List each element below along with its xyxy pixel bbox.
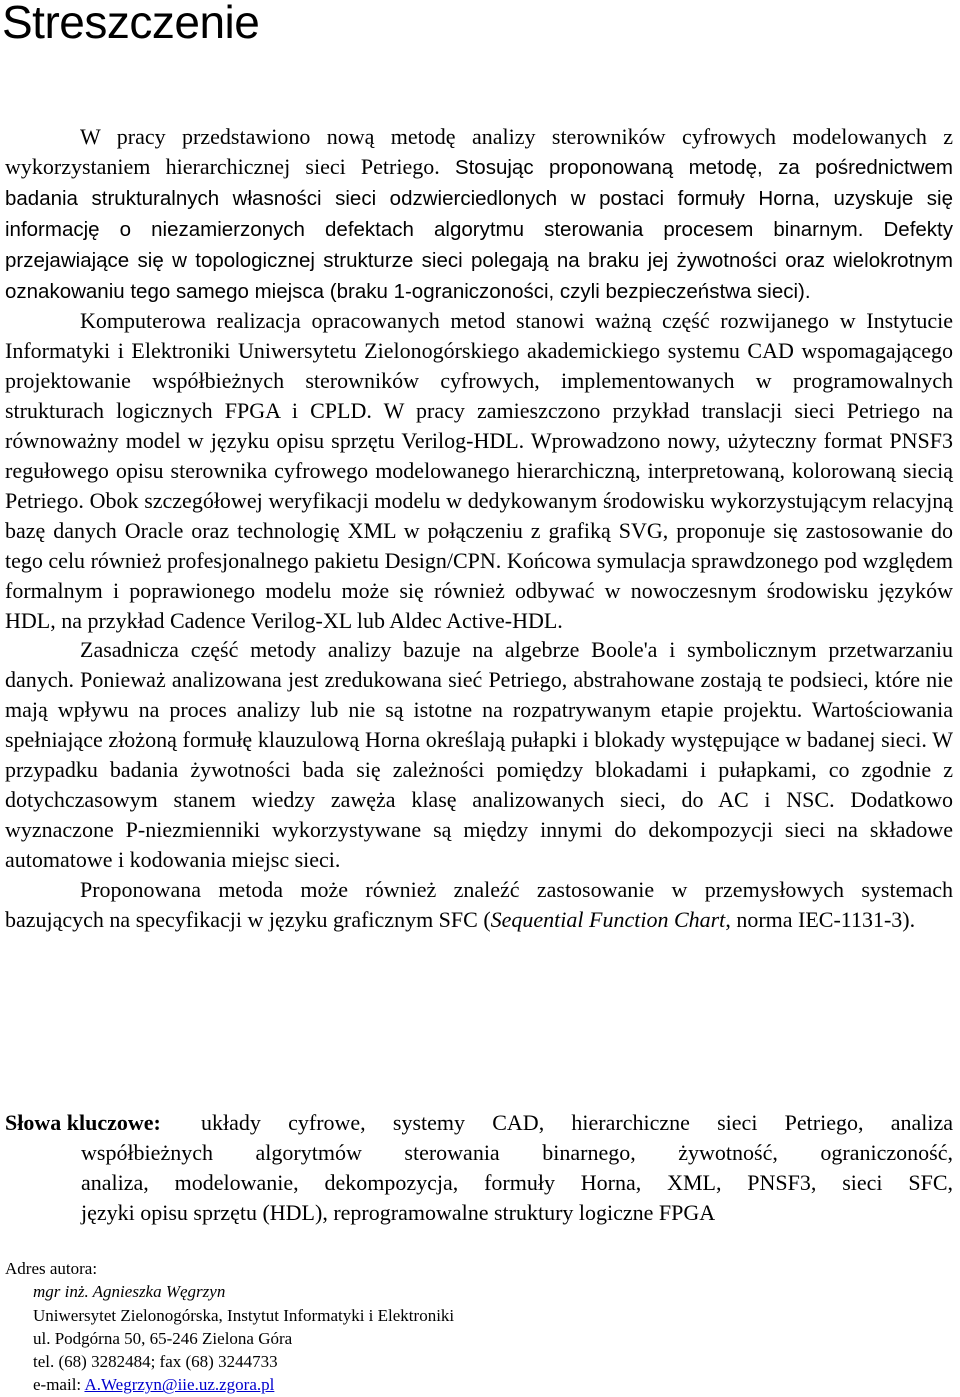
email-label: e-mail: — [33, 1375, 85, 1395]
paragraph-4-italic: Sequential Function Chart — [490, 906, 726, 932]
author-address — [5, 1257, 454, 1397]
author-name-text: mgr inż. Agnieszka Węgrzyn — [33, 1282, 226, 1302]
page-title: Streszczenie — [2, 0, 260, 48]
keywords-section — [5, 1108, 953, 1228]
keywords-line-4: języki opisu sprzętu (HDL), reprogramowalne struktury logiczne FPGA — [81, 1200, 716, 1225]
paragraph-4-pre: Proponowana metoda może również znaleźć zastosowanie w przemysłowych systemach bazujących na specyfikacji w języku graficznym SFC ( — [5, 876, 953, 932]
keywords-line-1: układy cyfrowe, systemy CAD, hierarchiczne sieci Petriego, analiza — [201, 1110, 953, 1135]
paragraph-2: Komputerowa realizacja opracowanych metod stanowi ważną część rozwijanego w Instytucie Informatyki i Elektroniki Uniwersytetu Zielonogórskiego akademickiego systemu CAD wspomagającego projektowanie współbieżnych sterowników cyfrowych, implementowanych w programowalnych strukturach logicznych FPGA i CPLD. W pracy zamieszczono przykład translacji sieci Petriego na równoważny model w języku opisu sprzętu Verilog-HDL. Wprowadzono nowy, użyteczny format PNSF3 regułowego opisu sterownika cyfrowego modelowanego hierarchiczną, interpretowaną, kolorowaną siecią Petriego. Obok szczegółowej weryfikacji modelu w dedykowanym środowisku wykorzystującym relacyjną bazę danych Oracle oraz technologię XML w połączeniu z grafiką SVG, proponuje się zastosowanie do tego celu również profesjonalnego pakietu Design/CPN. Końcowa symulacja sprawdzonego pod względem formalnym i poprawionego modelu może się również odbywać w nowoczesnym środowisku języków HDL, na przykład Cadence Verilog-XL lub Aldec Active-HDL. — [5, 308, 953, 633]
author-phone: tel. (68) 3282484; fax (68) 3244733 — [33, 1352, 278, 1372]
paragraph-1-sans-text: Stosując proponowaną metodę, za pośrednictwem badania strukturalnych własności sieci odzwierciedlonych w postaci formuły Horna, uzyskuje się informację o niezamierzonych defektach algorytmu sterowania procesem binarnym. Defekty przejawiające się w topologicznej strukturze sieci polegają na braku jej żywotności oraz wielokrotnym oznakowaniu tego samego miejsca (braku 1-ograniczoności, czyli bezpieczeństwa sieci). — [5, 155, 953, 303]
keywords-label: Słowa kluczowe: — [5, 1110, 161, 1135]
paragraph-1 — [5, 122, 953, 306]
paragraph-3: Zasadnicza część metody analizy bazuje na algebrze Boole'a i symbolicznym przetwarzaniu danych. Ponieważ analizowana jest zredukowana sieć Petriego, abstrahowane zostają te podsieci, które nie mają wpływu na proces analizy lub nie są istotne na rozpatrywanym etapie projektu. Wartościowania spełniające złożoną formułę klauzulową Horna określają pułapki i blokady występujące w badanej sieci. W przypadku badania żywotności bada się zależności pomiędzy blokadami i pułapkami, co zgodnie z dotychczasowym stanem wiedzy zawęża klasę analizowanych sieci, do AC i NSC. Dodatkowo wyznaczone P-niezmienniki wykorzystywane są między innymi do dekompozycji sieci na składowe automatowe i kodowania miejsc sieci. — [5, 637, 953, 872]
paragraph-1-intro: W pracy przedstawiono nową metodę analizy sterowników cyfrowych modelowanych z wykorzystaniem hierarchicznej sieci Petriego. — [5, 124, 953, 179]
paragraph-4-post: , norma IEC-1131-3). — [725, 906, 916, 932]
author-name — [5, 1280, 454, 1303]
keywords-continuation — [5, 1138, 953, 1228]
author-email-line — [5, 1373, 454, 1396]
paragraph-4 — [5, 875, 953, 935]
address-heading: Adres autora: — [5, 1259, 98, 1278]
abstract-body — [5, 122, 953, 934]
keywords-line-3: analiza, modelowanie, dekompozycja, formuły Horna, XML, PNSF3, sieci SFC, — [81, 1170, 953, 1195]
author-institution: Uniwersytet Zielonogórska, Instytut Informatyki i Elektroniki — [33, 1305, 455, 1325]
author-street: ul. Podgórna 50, 65-246 Zielona Góra — [33, 1328, 293, 1348]
keywords-line-2: współbieżnych algorytmów sterowania binarnego, żywotność, ograniczoność, — [81, 1140, 953, 1165]
email-link[interactable]: A.Wegrzyn@iie.uz.zgora.pl — [84, 1375, 275, 1395]
